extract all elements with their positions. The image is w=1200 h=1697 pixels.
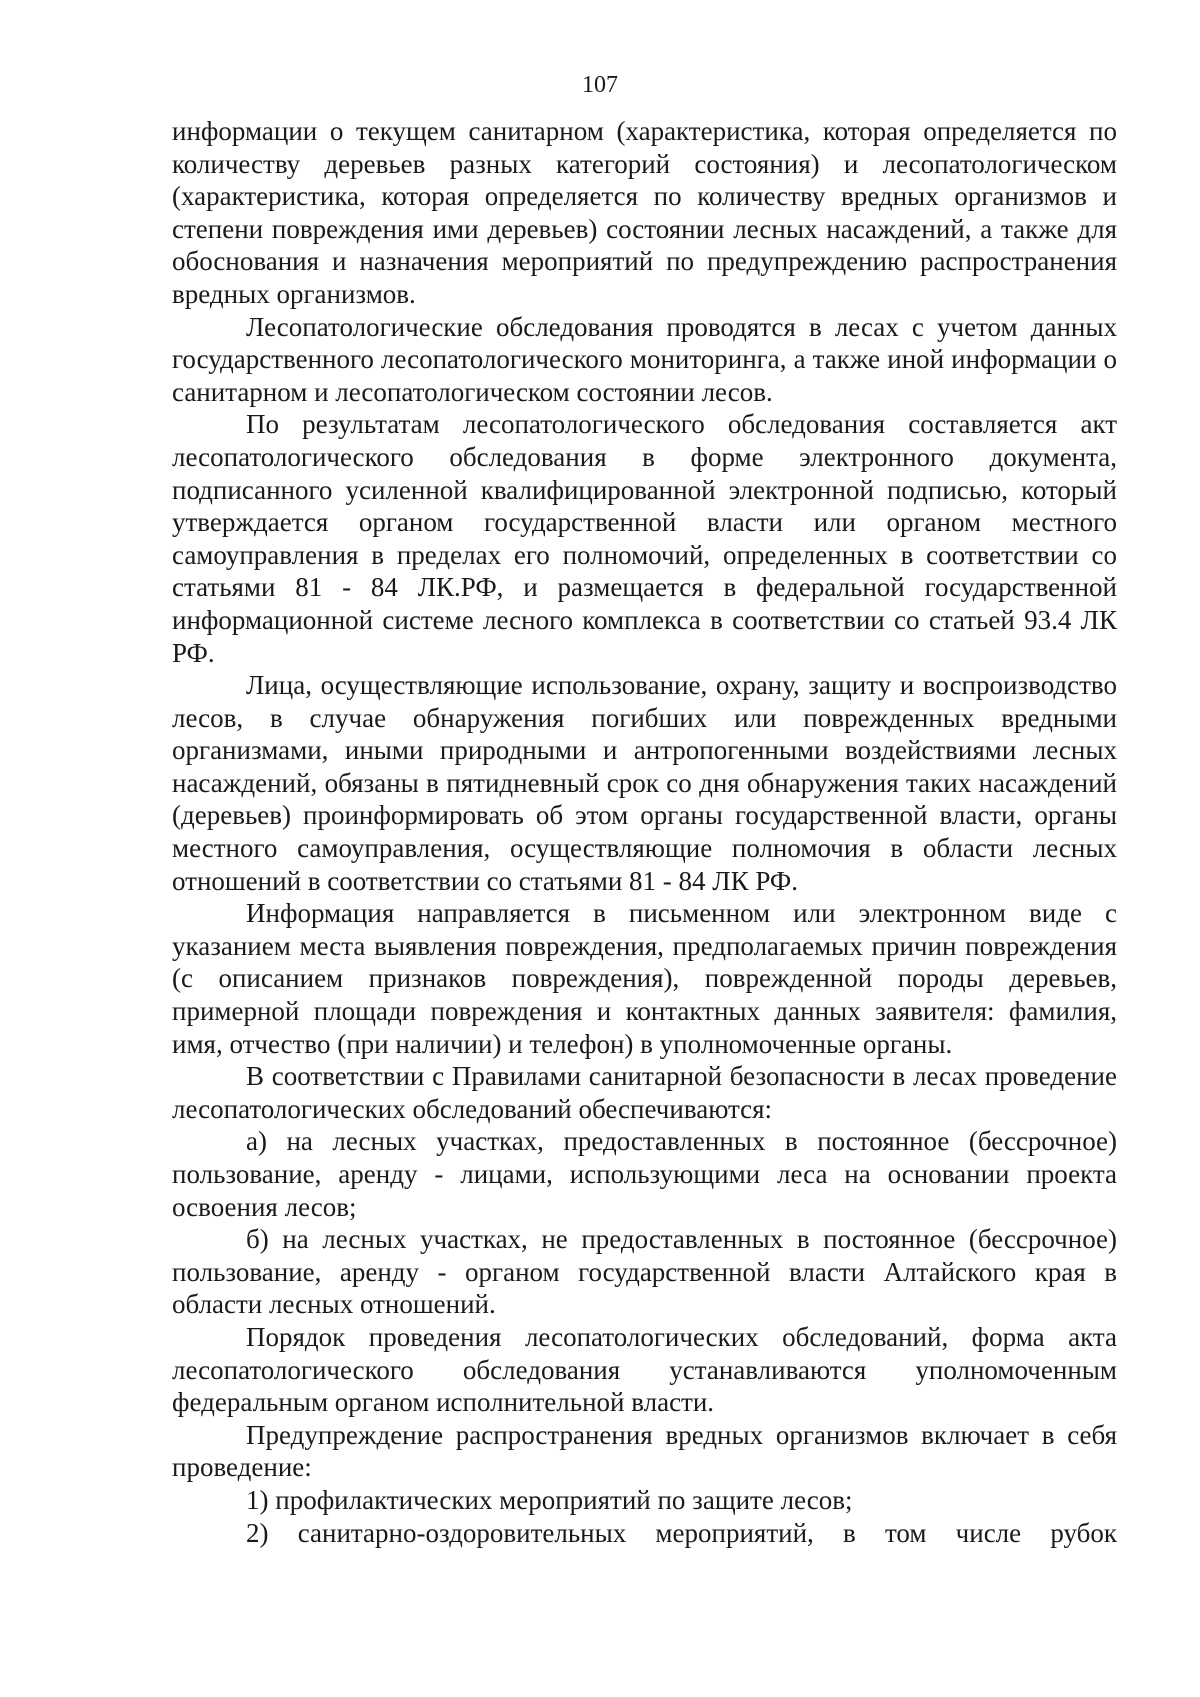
paragraph-continuation: информации о текущем санитарном (характеристика, которая определяется по количеству деревьев разных категорий состояния) и лесопатологическом (характеристика, которая определяется по количеству вредных организмов и степени повреждения ими деревьев) состоянии лесных насаждений, а также для обоснования и назначения мероприятий по предупреждению распространения вредных организмов.: [172, 116, 1117, 309]
body-text: [172, 115, 1117, 1549]
paragraph: Порядок проведения лесопатологических обследований, форма акта лесопатологического обследования устанавливаются уполномоченным федеральным органом исполнительной власти.: [172, 1321, 1117, 1418]
paragraph: Лица, осуществляющие использование, охрану, защиту и воспроизводство лесов, в случае обнаружения погибших или поврежденных вредными организмами, иными природными и антропогенными воздействиями лесных насаждений, обязаны в пятидневный срок со дня обнаружения таких насаждений (деревьев) проинформировать об этом органы государственной власти, органы местного самоуправления, осуществляющие полномочия в области лесных отношений в соответствии со статьями 81 - 84 ЛК РФ.: [172, 670, 1117, 896]
paragraph: Информация направляется в письменном или электронном виде с указанием места выявления повреждения, предполагаемых причин повреждения (с описанием признаков повреждения), поврежденной породы деревьев, примерной площади повреждения и контактных данных заявителя: фамилия, имя, отчество (при наличии) и телефон) в уполномоченные органы.: [172, 898, 1117, 1059]
page-number: 107: [582, 72, 618, 98]
list-item: а) на лесных участках, предоставленных в постоянное (бессрочное) пользование, аренду - лицами, использующими леса на основании проекта освоения лесов;: [172, 1126, 1117, 1222]
list-item: 2) санитарно-оздоровительных мероприятий, в том числе рубок: [246, 1517, 1117, 1548]
paragraph: Лесопатологические обследования проводятся в лесах с учетом данных государственного лесопатологического мониторинга, а также иной информации о санитарном и лесопатологическом состоянии лесов.: [172, 311, 1117, 407]
list-item: 1) профилактических мероприятий по защите лесов;: [246, 1484, 853, 1515]
paragraph: В соответствии с Правилами санитарной безопасности в лесах проведение лесопатологических обследований обеспечиваются:: [172, 1061, 1117, 1124]
paragraph: Предупреждение распространения вредных организмов включает в себя проведение:: [172, 1419, 1117, 1483]
paragraph: По результатам лесопатологического обследования составляется акт лесопатологического обследования в форме электронного документа, подписанного усиленной квалифицированной электронной подписью, который утверждается органом государственной власти или органом местного самоуправления в пределах его полномочий, определенных в соответствии со статьями 81 - 84 ЛК.РФ, и размещается в федеральной государственной информационной системе лесного комплекса в соответствии со статьей 93.4 ЛК РФ.: [172, 409, 1117, 668]
list-item: б) на лесных участках, не предоставленных в постоянное (бессрочное) пользование, аренду - органом государственной власти Алтайского края в области лесных отношений.: [172, 1224, 1117, 1320]
